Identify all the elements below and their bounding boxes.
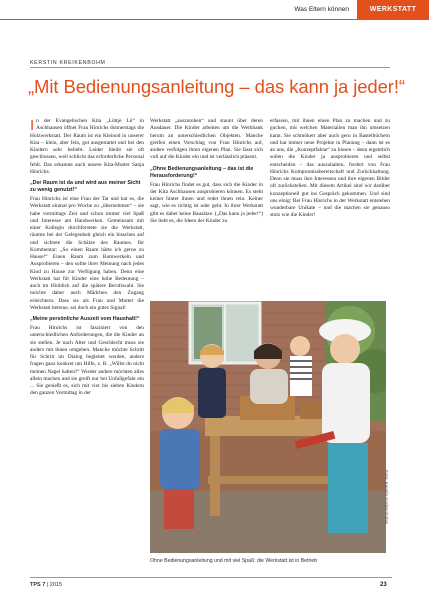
subheading: „Meine persönliche Auszeit vom Haushalt!“ (30, 316, 140, 322)
page-number: 23 (380, 582, 387, 588)
author-name: KERSTIN KREIKENBOHM (30, 60, 106, 66)
footer-rule (30, 577, 392, 578)
photo-caption: Ohne Bedienungsanleitung und mit viel Spaß: die Werkstatt ist in Betrieb (150, 558, 318, 564)
text-column-3 (270, 118, 390, 220)
header-rule (0, 19, 429, 20)
subheading: „Der Raum ist da und wird aus meiner Sicht zu wenig genutzt!“ (30, 180, 141, 193)
paragraph: Frau Hinrichs findet es gut, dass sich die Kinder in der Kita Aschhausen ausprobieren können. Es steht keiner hinter ihnen und redet ihnen rein. Keiner sagt, wie es richtig ist oder geht. In ihrer Werkstatt gibt es daher keine Bausätze. („Das kann ja jeder!“) Sie liebt es, die Ideen der Kinder zu (150, 181, 263, 224)
paragraph-text: n der Evangelischen Kita „Lüttje Lü“ in Aschhausen öffnet Frau Hinrichs donnerstags die Holzwerkstatt. Der Raum ist ein Kleinod in unserer Kita – klein, aber fein, gut ausgestattet und bei den Kindern sehr beliebt. Leider bleibt sie oft geschlossen, weil schlicht das erforderliche Personal fehlt. Das erkannte auch unsere Kita-Mutter Sanja Hinrichs: (30, 118, 144, 175)
author-rule (30, 67, 390, 68)
paragraph: Frau Hinrichs ist fasziniert von den unterschiedlichen Anforderungen, die die Kinder an sie stellen. Je nach Alter und Geschlecht muss sie anders mit ihnen umgehen. Manche möchte Schritt für Schritt im Dialog begleitet werden, andere fragen ganz konkret um Hilfe, z. B. „Willst du nicht meinen Nagel halten?“ Wieder andere möchten alles allein machen und sie greift nur bei Unfallgefahr ein ... Sie genießt es, sich mit vier bis sieben Kindern den ganzen Vormittag in der (30, 325, 144, 397)
photo-illustration (150, 301, 386, 553)
text-column-2 (150, 118, 263, 225)
footer-year: 2015 (49, 582, 63, 588)
intro-paragraph (30, 118, 144, 176)
footer-issue: TPS 7 | 2015 (30, 582, 63, 588)
text-column-1 (30, 118, 144, 398)
paragraph: Frau Hinrichs ist eine Frau der Tat und hat es, die Werkstatt einmal pro Woche zu „übernehmen“ – sie habe vormittags Zeit und schon immer viel Spaß und Interesse am Handwerken. Gemeinsam mit einer Kollegin durchforstete sie die Werkstatt, räumte bei der Gelegenheit gleich ein bisschen auf und sichtete die Schätze des Raumes. Ihr Kommentar: „So einen Raum hätte ich gerne zu Hause!“ Einen Raum zum Rumwerkeln und Ausprobieren – den sollte ihrer Meinung nach jedes Kind zu Hause zur Verfügung haben. Denn eine Werkstatt hat für Kinder eine hohe Bedeutung – auch im Hinblick auf die spätere Berufswahl. Sie möchte daher auch Mädchen den Zugang erleichtern. Dass sie als Frau und Mutter die Werkstatt betreue, sei doch ein gutes Signal! (30, 196, 144, 311)
header-section-title: Was Eltern können (294, 6, 349, 13)
paragraph: erfassen, mit ihnen einen Plan zu machen und zu gucken, mit welchen Materialien man ihn umsetzen kann. Sie schmökert aber auch gern in Bastelbüchern und hat immer neue Projekte in Planung – dann ist es an uns, die „Konzeptfahne“ zu hissen – denn eigentlich sollen die Kinder ja ausprobieren und selbst entscheiden – das auszuhalten, fordert von Frau Hinrichs Kompromissbereitschaft und Zurückhaltung. Denn sie muss ihre Interessen und ihre eigenen Bilder oft zurückstellen. Mit diesem Artikel sind wir darüber konzeptionell gut ins Gespräch gekommen. Und sind uns einig: Bei Frau Hinrichs in der Werkstatt entstehen wunderbare Unikate – und die machen sie genauso stolz wie die Kinder! (270, 118, 390, 219)
header-section-tab: WERKSTATT (357, 0, 429, 19)
photo-credit: Foto: Kerstin Kreikenbohm (384, 470, 389, 525)
article-headline: „Mit Bedienungsanleitung – das kann ja jeder!“ (28, 76, 405, 97)
dropcap: I (30, 117, 35, 134)
subheading: „Ohne Bedienungsanleitung – das ist die Herausforderung!“ (150, 165, 254, 179)
footer-issue-number: TPS 7 (30, 582, 46, 588)
workshop-photo (150, 301, 386, 553)
paragraph: Werkstatt „auszutoben“ und staunt über deren Ausdauer. Die Kinder arbeiten um die Werkbank herum an unterschiedlichen Objekten. Manche greifen einen Vorschlag von Frau Hinrichs auf, andere verfolgen ihren eigenen Plan. Sie lässt sich voll auf die Kinder ein und ist verlässlich präsent. (150, 118, 263, 161)
